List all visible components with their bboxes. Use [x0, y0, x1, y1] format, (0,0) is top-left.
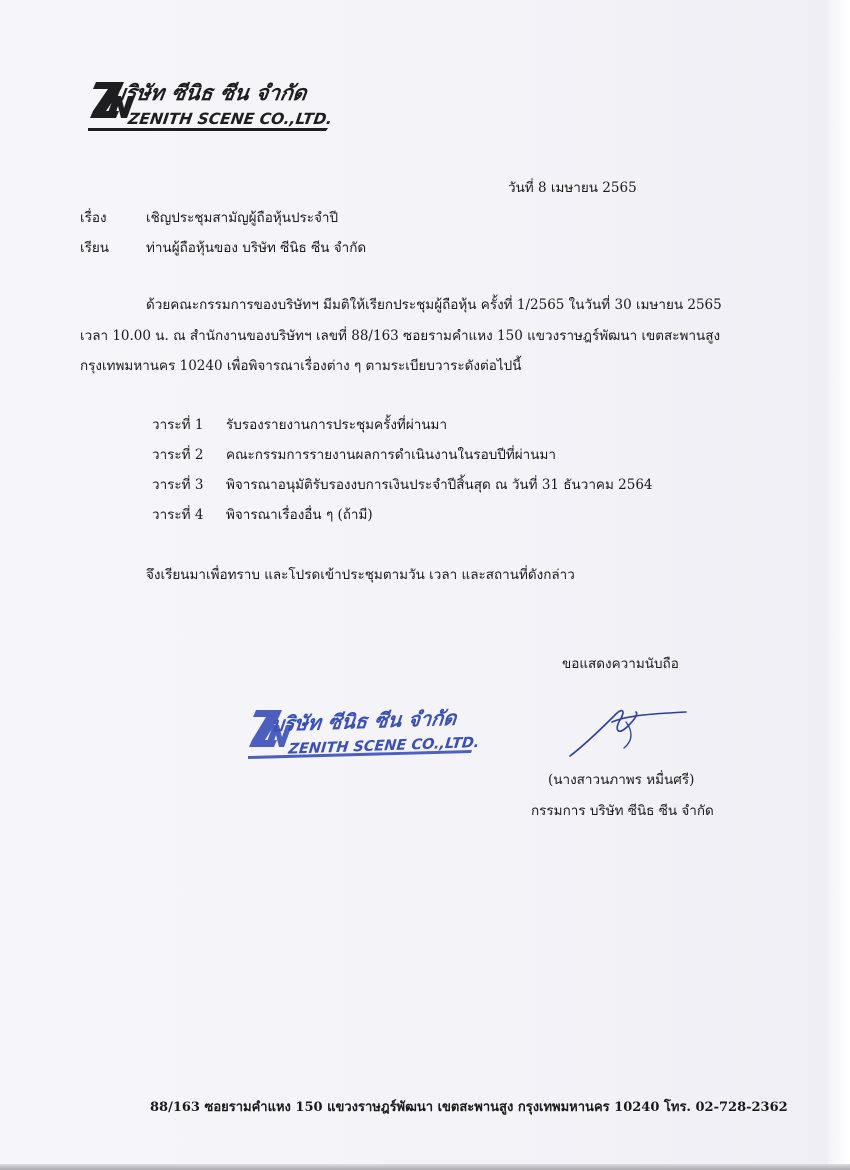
closing-sentence: จึงเรียนมาเพื่อทราบ และโปรดเข้าประชุมตามวัน เวลา และสถานที่ดังกล่าว: [146, 567, 575, 583]
regards: ขอแสดงความนับถือ: [562, 656, 679, 672]
body-line: ด้วยคณะกรรมการของบริษัทฯ มีมติให้เรียกประชุมผู้ถือหุ้น ครั้งที่ 1/2565 ในวันที่ 30 เมษายน 2565: [146, 297, 722, 313]
letterhead-name-en: ZENITH SCENE CO.,LTD.: [126, 110, 334, 128]
page-edge-right: [828, 0, 850, 1170]
letterhead-logo: [88, 78, 340, 136]
stamp-name-th: บริษัท ซีนิธ ซีน จำกัด: [269, 705, 458, 737]
signer-position: กรรมการ บริษัท ซีนิธ ซีน จำกัด: [531, 803, 714, 819]
subject-value: เชิญประชุมสามัญผู้ถือหุ้นประจำปี: [146, 210, 339, 226]
agenda-item-text: พิจารณาเรื่องอื่น ๆ (ถ้ามี): [226, 507, 373, 523]
footer-address: 88/163 ซอยรามคำแหง 150 แขวงราษฎร์พัฒนา เขตสะพานสูง กรุงเทพมหานคร 10240 โทร. 02-728-2362: [150, 1100, 788, 1115]
company-stamp-graphic: [246, 704, 482, 766]
logo-underline: [88, 128, 328, 131]
recipient-label: เรียน: [80, 240, 110, 256]
recipient-value: ท่านผู้ถือหุ้นของ บริษัท ซีนิธ ซีน จำกัด: [146, 240, 367, 256]
letter-date: วันที่ 8 เมษายน 2565: [508, 180, 637, 196]
agenda-item-number: วาระที่ 3: [152, 477, 204, 493]
signature: [566, 700, 690, 768]
body-line: เวลา 10.00 น. ณ สำนักงานของบริษัทฯ เลขที่ 88/163 ซอยรามคำแหง 150 แขวงราษฎร์พัฒนา เขตสะพานสูง: [80, 328, 721, 344]
letterhead-logo-graphic: [88, 78, 340, 136]
company-stamp: [246, 704, 482, 766]
letterhead-name-th: บริษัท ซีนิธ ซีน จำกัด: [110, 80, 309, 105]
agenda-item-number: วาระที่ 1: [152, 417, 204, 433]
agenda-item-number: วาระที่ 4: [152, 507, 204, 523]
body-line: กรุงเทพมหานคร 10240 เพื่อพิจารณาเรื่องต่าง ๆ ตามระเบียบวาระดังต่อไปนี้: [80, 358, 522, 374]
agenda-item-text: พิจารณาอนุมัติรับรองงบการเงินประจำปีสิ้นสุด ณ วันที่ 31 ธันวาคม 2564: [226, 477, 653, 493]
signature-stroke: [570, 711, 686, 756]
agenda-item-number: วาระที่ 2: [152, 447, 204, 463]
subject-label: เรื่อง: [80, 210, 107, 226]
stamp-name-en: ZENITH SCENE CO.,LTD.: [287, 734, 481, 758]
agenda-item-text: คณะกรรมการรายงานผลการดำเนินงานในรอบปีที่ผ่านมา: [226, 447, 556, 463]
signature-graphic: [566, 700, 690, 764]
signer-name: (นางสาวนภาพร หมื่นศรี): [548, 772, 695, 788]
page-edge-bottom: [0, 1164, 850, 1170]
agenda-item-text: รับรองรายงานการประชุมครั้งที่ผ่านมา: [226, 417, 448, 433]
